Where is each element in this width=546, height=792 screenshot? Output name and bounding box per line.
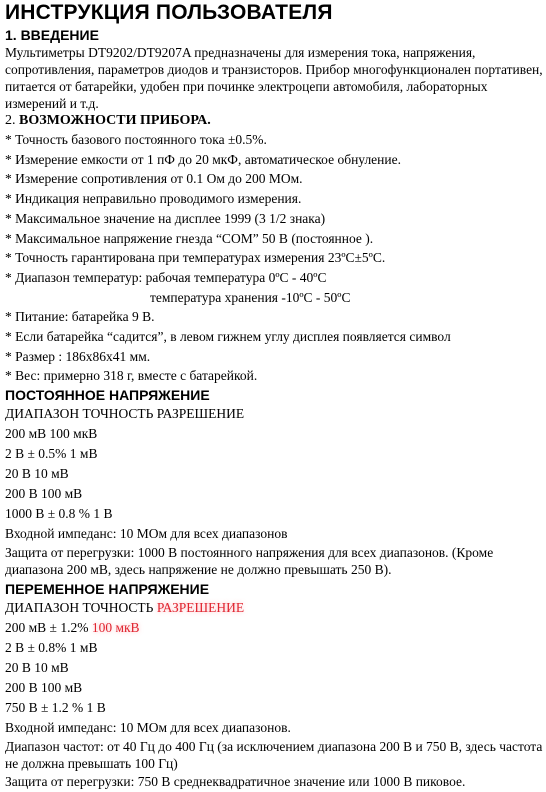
table-row: 20 В 10 мВ (5, 660, 69, 676)
table-row: 200 В 100 мВ (5, 680, 83, 696)
list-item: * Питание: батарейка 9 В. (5, 309, 155, 325)
dc-impedance: Входной импеданс: 10 МОм для всех диапазонов (5, 526, 288, 542)
dc-heading: ПОСТОЯННОЕ НАПРЯЖЕНИЕ (5, 387, 210, 404)
features-number: 2. (5, 113, 16, 128)
list-item: * Если батарейка “садится”, в левом гижнем углу дисплея появляется символ (5, 329, 451, 345)
list-item: * Точность гарантирована при температурах измерения 23ºC±5ºC. (5, 250, 386, 266)
ac-protection: Защита от перегрузки: 750 В среднеквадратичное значение или 1000 В пиковое. (5, 774, 466, 790)
table-row (5, 618, 543, 638)
list-item: * Вес: примерно 318 г, вместе с батарейкой. (5, 368, 258, 384)
table-row: 2 В ± 0.8% 1 мВ (5, 640, 98, 656)
document-title: ИНСТРУКЦИЯ ПОЛЬЗОВАТЕЛЯ (5, 1, 333, 24)
table-row: 2 В ± 0.5% 1 мВ (5, 446, 98, 462)
ac-columns-range-accuracy: ДИАПАЗОН ТОЧНОСТЬ (5, 600, 154, 616)
ac-row1-resolution: 100 мкВ (91, 620, 140, 636)
features-list (5, 130, 543, 386)
intro-paragraph: Мультиметры DT9202/DT9207A предназначены для измерения тока, напряжения, сопротивления, параметров диодов и транзисторов. Прибор многофункционален портативен, питается от батарейки, удобен при починке электроцепи автомобиля, лабораторных измерений и т.д. (5, 45, 543, 111)
ac-impedance: Входной импеданс: 10 МОм для всех диапазонов. (5, 720, 291, 736)
list-item: * Точность базового постоянного тока ±0.5%. (5, 132, 267, 147)
list-item: * Измерение сопротивления от 0.1 Ом до 200 МОм. (5, 171, 303, 187)
table-row: 750 В ± 1.2 % 1 В (5, 700, 106, 716)
list-item: * Диапазон температур: рабочая температура 0ºC - 40ºC (5, 269, 327, 285)
table-row: 1000 В ± 0.8 % 1 В (5, 506, 113, 522)
ac-heading: ПЕРЕМЕННОЕ НАПРЯЖЕНИЕ (5, 581, 210, 598)
features-title: ВОЗМОЖНОСТИ ПРИБОРА. (19, 113, 211, 128)
storage-temperature: температура хранения -10ºC - 50ºC (150, 289, 351, 305)
dc-columns: ДИАПАЗОН ТОЧНОСТЬ РАЗРЕШЕНИЕ (5, 406, 245, 422)
table-row: 200 мВ 100 мкВ (5, 426, 98, 442)
intro-heading: 1. ВВЕДЕНИЕ (5, 27, 99, 43)
list-item: * Максимальное напряжение гнезда “COM” 50 В (постоянное ). (5, 230, 374, 246)
list-item: * Измерение емкости от 1 пФ до 20 мкФ, автоматическое обнуление. (5, 151, 401, 167)
ac-columns-resolution: РАЗРЕШЕНИЕ (156, 600, 245, 616)
ac-columns (5, 598, 543, 618)
list-item: * Максимальное значение на дисплее 1999 (3 1/2 знака) (5, 210, 326, 226)
ac-frequency: Диапазон частот: от 40 Гц до 400 Гц (за исключением диапазона 200 В и 750 В, здесь частота не должна превышать 100 Гц) (5, 739, 543, 772)
features-heading (5, 112, 543, 130)
dc-protection: Защита от перегрузки: 1000 В постоянного напряжения для всех диапазонов. (Кроме диапазона 200 мВ, здесь напряжение не должно превышать 250 В). (5, 545, 494, 578)
list-item: * Индикация неправильно проводимого измерения. (5, 191, 302, 207)
ac-row1-range: 200 мВ ± 1.2% (5, 620, 89, 636)
document-page (5, 0, 543, 792)
list-item: * Размер : 186х86х41 мм. (5, 348, 151, 364)
table-row: 20 В 10 мВ (5, 466, 69, 482)
table-row: 200 В 100 мВ (5, 486, 83, 502)
